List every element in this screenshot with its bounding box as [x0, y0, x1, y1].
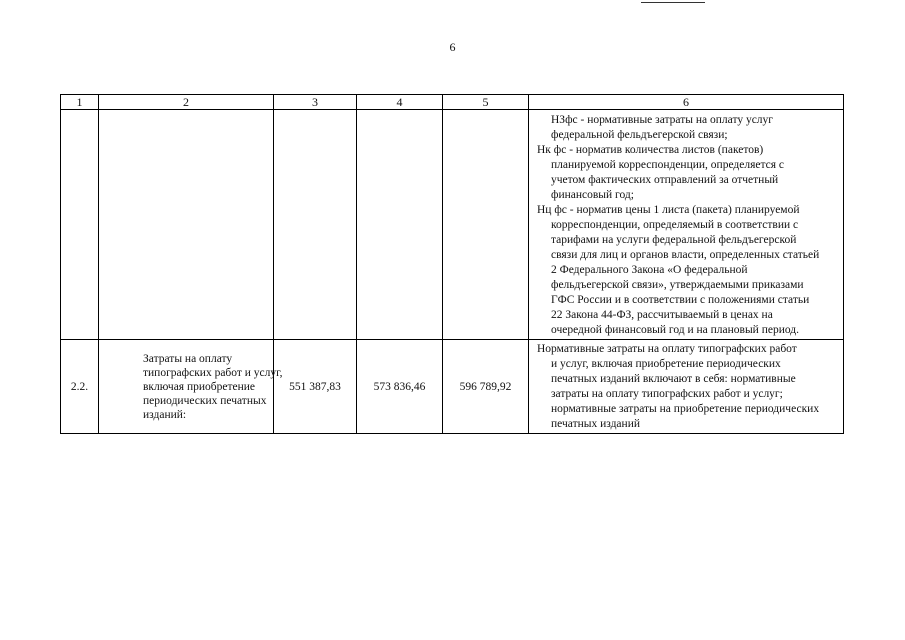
header-col-3: 3: [274, 95, 357, 110]
row2-value-col4: 573 836,46: [357, 340, 443, 434]
row2-text-line: Нормативные затраты на оплату типографских работ: [537, 343, 797, 355]
row2-text-line: печатных изданий: [551, 418, 641, 430]
header-col-1: 1: [61, 95, 99, 110]
row1-col6: [529, 110, 844, 340]
row2-value-col5: 596 789,92: [443, 340, 529, 434]
row2-col6: [529, 340, 844, 434]
row2-desc-line: периодических печатных: [143, 395, 267, 407]
top-rule: [641, 2, 705, 3]
row2-text-line: затраты на оплату типографских работ и услуг;: [551, 388, 783, 400]
row1-text-line: федеральной фельдъегерской связи;: [551, 129, 728, 141]
row2-text-line: печатных изданий включают в себя: нормативные: [551, 373, 796, 385]
row2-desc-line: Затраты на оплату: [143, 353, 233, 365]
row2-desc-line: типографских работ и услуг,: [143, 367, 283, 379]
row1-text-line: связи для лиц и органов власти, определенных статьей: [551, 249, 820, 261]
row1-text-line: 2 Федерального Закона «О федеральной: [551, 264, 748, 276]
row2-text-line: нормативные затраты на приобретение периодических: [551, 403, 820, 415]
row1-col1: [61, 110, 99, 340]
row1-col2: [99, 110, 274, 340]
row1-text-line: учетом фактических отправлений за отчетный: [551, 174, 779, 186]
row1-text-line: финансовый год;: [551, 189, 634, 201]
row1-text-line: Нц фс - норматив цены 1 листа (пакета) планируемой: [537, 204, 800, 216]
table-row: [61, 340, 844, 434]
row2-text-line: и услуг, включая приобретение периодических: [551, 358, 781, 370]
row2-desc-line: изданий:: [143, 409, 187, 421]
header-col-6: 6: [529, 95, 844, 110]
row1-text-line: Нк фс - норматив количества листов (пакетов): [537, 144, 764, 156]
row1-text-line: планируемой корреспонденции, определяется с: [551, 159, 785, 171]
header-col-2: 2: [99, 95, 274, 110]
row1-col4: [357, 110, 443, 340]
row2-desc-line: включая приобретение: [143, 381, 256, 393]
row1-text-line: 22 Закона 44-ФЗ, рассчитываемый в ценах на: [551, 309, 773, 321]
page-number: 6: [449, 40, 456, 54]
header-row: [61, 95, 844, 110]
row1-text-line: фельдъегерской связи», утверждаемыми приказами: [551, 279, 804, 291]
row2-description: [99, 340, 283, 434]
row1-text-line: НЗфс - нормативные затраты на оплату услуг: [551, 114, 773, 126]
row1-text-line: очередной финансовый год и на плановый период.: [551, 324, 800, 336]
header-col-5: 5: [443, 95, 529, 110]
row2-number: 2.2.: [61, 340, 99, 434]
header-col-4: 4: [357, 95, 443, 110]
row1-col3: [274, 110, 357, 340]
row1-col5: [443, 110, 529, 340]
row1-text-line: корреспонденции, определяемый в соответствии с: [551, 219, 799, 231]
table-row: [61, 110, 844, 340]
budget-table: [60, 94, 844, 434]
row2-value-col3: 551 387,83: [274, 340, 357, 434]
row1-text-line: ГФС России и в соответствии с положениями статьи: [551, 294, 810, 306]
row1-text-line: тарифами на услуги федеральной фельдъегерской: [551, 234, 797, 246]
